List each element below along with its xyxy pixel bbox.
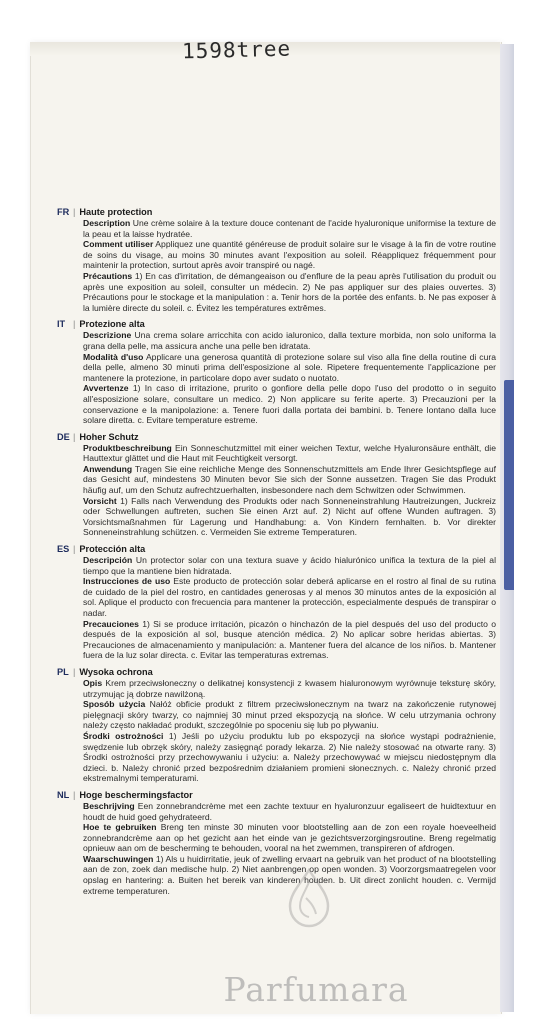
box-side-color-band [504, 380, 514, 590]
section-label: Vorsicht [83, 495, 117, 506]
language-heading [57, 790, 496, 801]
perfume-drop-logo-icon [282, 868, 336, 930]
language-heading [57, 432, 496, 443]
section-label: Produktbeschreibung [83, 442, 172, 453]
section-text: 1) Jeśli po użyciu produktu lub po ekspozycji na słońce wystąpi podrażnienie, swędzenie lub obrzęk skóry, należy zasięgnąć porady lekarza. 2) Nie należy stosować na otwarte rany. 3) Środki ostrożności przy przechowywaniu i użyciu: a. Należy przechowywać w miejscu niedostępnym dla dzieci. b. Należy chronić przed bezpośrednim działaniem promieni słonecznych. c. Należy chronić przed ekstremalnymi temperaturami. [83, 730, 497, 784]
language-block-pl [57, 666, 497, 784]
language-code: NL [57, 789, 70, 800]
language-code: PL [57, 666, 69, 677]
language-separator: | [73, 319, 76, 330]
language-separator: | [73, 207, 76, 217]
instruction-section [83, 443, 496, 464]
language-block-de [57, 431, 496, 538]
section-text: Nałóż obficie produkt z filtrem przeciwsłonecznym na twarz na zakończenie rutynowej pielęgnacji skóry twarzy, co najmniej 30 minut przed ekspozycją na słońce. W celu utrzymania ochrony należy często nakładać produkt, szczególnie po spoceniu się lub po pływaniu. [83, 699, 497, 731]
section-text: Este producto de protección solar deberá aplicarse en el rostro al final de su rutina de cuidado de la piel del rostro, en cantidades generosas y al menos 30 minutos antes de la exposición al sol. Aplique el producto con frecuencia para mantener la protección, especialmente después de transpirar o nadar. [83, 576, 496, 618]
leaflet-text [57, 207, 497, 902]
instruction-section [83, 555, 496, 576]
section-text: Une crème solaire à la texture douce contenant de l'acide hyaluronique uniformise la texture de la peau et la laisse hydratée. [83, 218, 496, 239]
section-text: Un protector solar con una textura suave y ácido hialurónico unifica la textura de la piel al tiempo que la mantiene bien hidratada. [83, 555, 496, 576]
instruction-section [83, 352, 496, 384]
section-label: Description [83, 218, 131, 228]
handwritten-note: 1598tree [181, 36, 292, 64]
instruction-section [83, 464, 496, 496]
section-label: Descripción [83, 555, 133, 566]
section-label: Beschrijving [83, 800, 135, 811]
language-separator: | [73, 431, 76, 442]
section-text: Una crema solare arricchita con acido ialuronico, dalla texture morbida, non solo uniforma la grana della pelle, ma assicura anche una pelle ben idratata. [83, 330, 496, 351]
language-code: ES [57, 544, 70, 555]
instruction-section [83, 383, 496, 425]
section-label: Sposób użycia [83, 699, 146, 710]
instruction-section [83, 731, 496, 784]
instruction-section [83, 576, 496, 618]
language-heading [57, 544, 496, 555]
section-label: Précautions [83, 270, 133, 281]
instruction-section [83, 330, 496, 351]
language-title: Haute protection [79, 207, 153, 217]
language-title: Wysoka ochrona [79, 666, 153, 677]
instruction-section [83, 239, 496, 271]
language-title: Hoher Schutz [79, 431, 139, 442]
instruction-section [83, 699, 496, 731]
section-text: Appliquez une quantité généreuse de produit solaire sur le visage à la fin de votre routine de soins du visage, au moins 30 minutes avant l'exposition au soleil. Réappliquez fréquemment pour maintenir la protection, surtout après avoir transpiré ou nagé. [83, 239, 496, 271]
language-code: IT [57, 319, 66, 330]
section-label: Precauciones [83, 618, 139, 629]
language-heading [57, 667, 496, 678]
section-label: Comment utiliser [83, 239, 154, 250]
language-separator: | [73, 544, 76, 555]
section-label: Hoe te gebruiken [83, 822, 157, 833]
instruction-section [83, 619, 496, 661]
instruction-section [83, 801, 496, 822]
watermark-text: Parfumara [223, 970, 409, 1009]
language-block-nl [57, 789, 496, 896]
instruction-section [83, 271, 496, 313]
language-block-es [57, 544, 496, 661]
section-label: Descrizione [83, 330, 132, 341]
language-block-fr [57, 207, 496, 313]
section-text: Breng ten minste 30 minuten voor blootstelling aan de zon een royale hoeveelheid zonnebrandcrème aan op het gezicht aan het einde van je gezichtsverzorgingsroutine. Breng regelmatig opnieuw aan om de bescherming te behouden, vooral na het zwemmen, transpireren of afdrogen. [83, 822, 496, 854]
section-text: 1) Als u huidirritatie, jeuk of zwelling ervaart na gebruik van het product of na blootstelling aan de zon, zoek dan medische hulp. 2) Niet aanbrengen op open wonden. 3) Voorzorgsmaatregelen voor opslag en hantering: a. Buiten het bereik van kinderen houden. b. Uit direct zonlicht houden. c. Vermijd extreme temperaturen. [83, 853, 496, 896]
language-separator: | [73, 789, 76, 800]
section-text: 1) Si se produce irritación, picazón o hinchazón de la piel después del uso del producto o después de la exposición al sol, busque atención médica. 2) No aplicar sobre heridas abiertas. 3) Precauciones de almacenamiento y manipulación: a. Mantener fuera del alcance de los niños. b. Mantener fuera de la luz solar directa. c. Evitar las temperaturas extremas. [83, 618, 496, 661]
instruction-section [83, 496, 496, 538]
language-code: FR [57, 207, 70, 217]
section-text: Krem przeciwsłoneczny o delikatnej konsystencji z kwasem hialuronowym wyrównuje teksturę skóry, utrzymując ją dobrze nawilżoną. [83, 677, 496, 699]
language-title: Hoge beschermingsfactor [79, 789, 193, 800]
section-text: 1) Falls nach Verwendung des Produkts oder nach Sonneneinstrahlung Hautreizungen, Juckreiz oder Schwellungen auftreten, suchen Sie einen Arzt auf. 2) Nicht auf offene Wunden auftragen. 3) Vorsichtsmaßnahmen für Lagerung und Handhabung: a. Von Kindern fernhalten. b. Vor direkter Sonneneinstrahlung schützen. c. Vermeiden Sie extreme Temperaturen. [83, 495, 496, 538]
section-label: Avvertenze [83, 383, 129, 394]
instruction-section [83, 822, 496, 854]
language-block-it [57, 319, 496, 426]
section-text: Applicare una generosa quantità di protezione solare sul viso alla fine della routine di cura della pelle, almeno 30 minuti prima dell'esposizione al sole. Ripetere frequentemente l'applicazione per mantenere la protezione, in particolare dopo aver sudato o nuotato. [83, 351, 496, 383]
language-code: DE [57, 431, 70, 442]
section-label: Waarschuwingen [83, 853, 154, 864]
language-separator: | [73, 666, 76, 677]
language-title: Protección alta [79, 544, 146, 555]
instruction-section [83, 678, 496, 699]
section-label: Opis [83, 677, 103, 688]
section-text: Ein Sonneschutzmittel mit einer weichen Textur, welche Hyaluronsäure enthält, die Hauttextur glättet und die Haut mit Feuchtigkeit versorgt. [83, 442, 496, 464]
section-text: 1) In caso di irritazione, prurito o gonfiore della pelle dopo l'uso del prodotto o in seguito all'esposizione solare, consultare un medico. 2) Non applicare su ferite aperte. 3) Precauzioni per la conservazione e la manipolazione: a. Tenere fuori dalla portata dei bambini. b. Tenere lontano dalla luce solare diretta. c. Evitare temperature estreme. [83, 383, 496, 426]
instruction-section [83, 218, 496, 239]
section-text: Een zonnebrandcrème met een zachte textuur en hyaluronzuur egaliseert de huidtextuur en houdt de huid goed gehydrateerd. [83, 800, 496, 822]
section-text: 1) En cas d'irritation, de démangeaison ou d'enflure de la peau après l'utilisation du produit ou après une exposition au soleil, consulter un médecin. 2) Ne pas appliquer sur des plaies ouvertes. 3) Précautions pour le stockage et la manipulation : a. Tenir hors de la portée des enfants. b. Ne pas exposer à la lumière directe du soleil. c. Évitez les températures extrêmes. [83, 270, 496, 313]
section-label: Anwendung [83, 463, 133, 474]
section-label: Instrucciones de uso [83, 576, 171, 587]
language-heading [57, 207, 496, 218]
language-heading [57, 319, 496, 330]
section-label: Modalità d'uso [83, 351, 144, 362]
section-text: Tragen Sie eine reichliche Menge des Sonnenschutzmittels am Ende Ihrer Gesichtspflege auf das Gesicht auf, mindestens 30 Minuten bevor Sie sich der Sonne aussetzen. Tragen Sie das Produkt häufig auf, um den Schutz aufrechtzuerhalten, insbesondere nach dem Schwitzen oder Schwimmen. [83, 463, 496, 496]
section-label: Środki ostrożności [83, 730, 164, 741]
language-title: Protezione alta [79, 319, 145, 330]
